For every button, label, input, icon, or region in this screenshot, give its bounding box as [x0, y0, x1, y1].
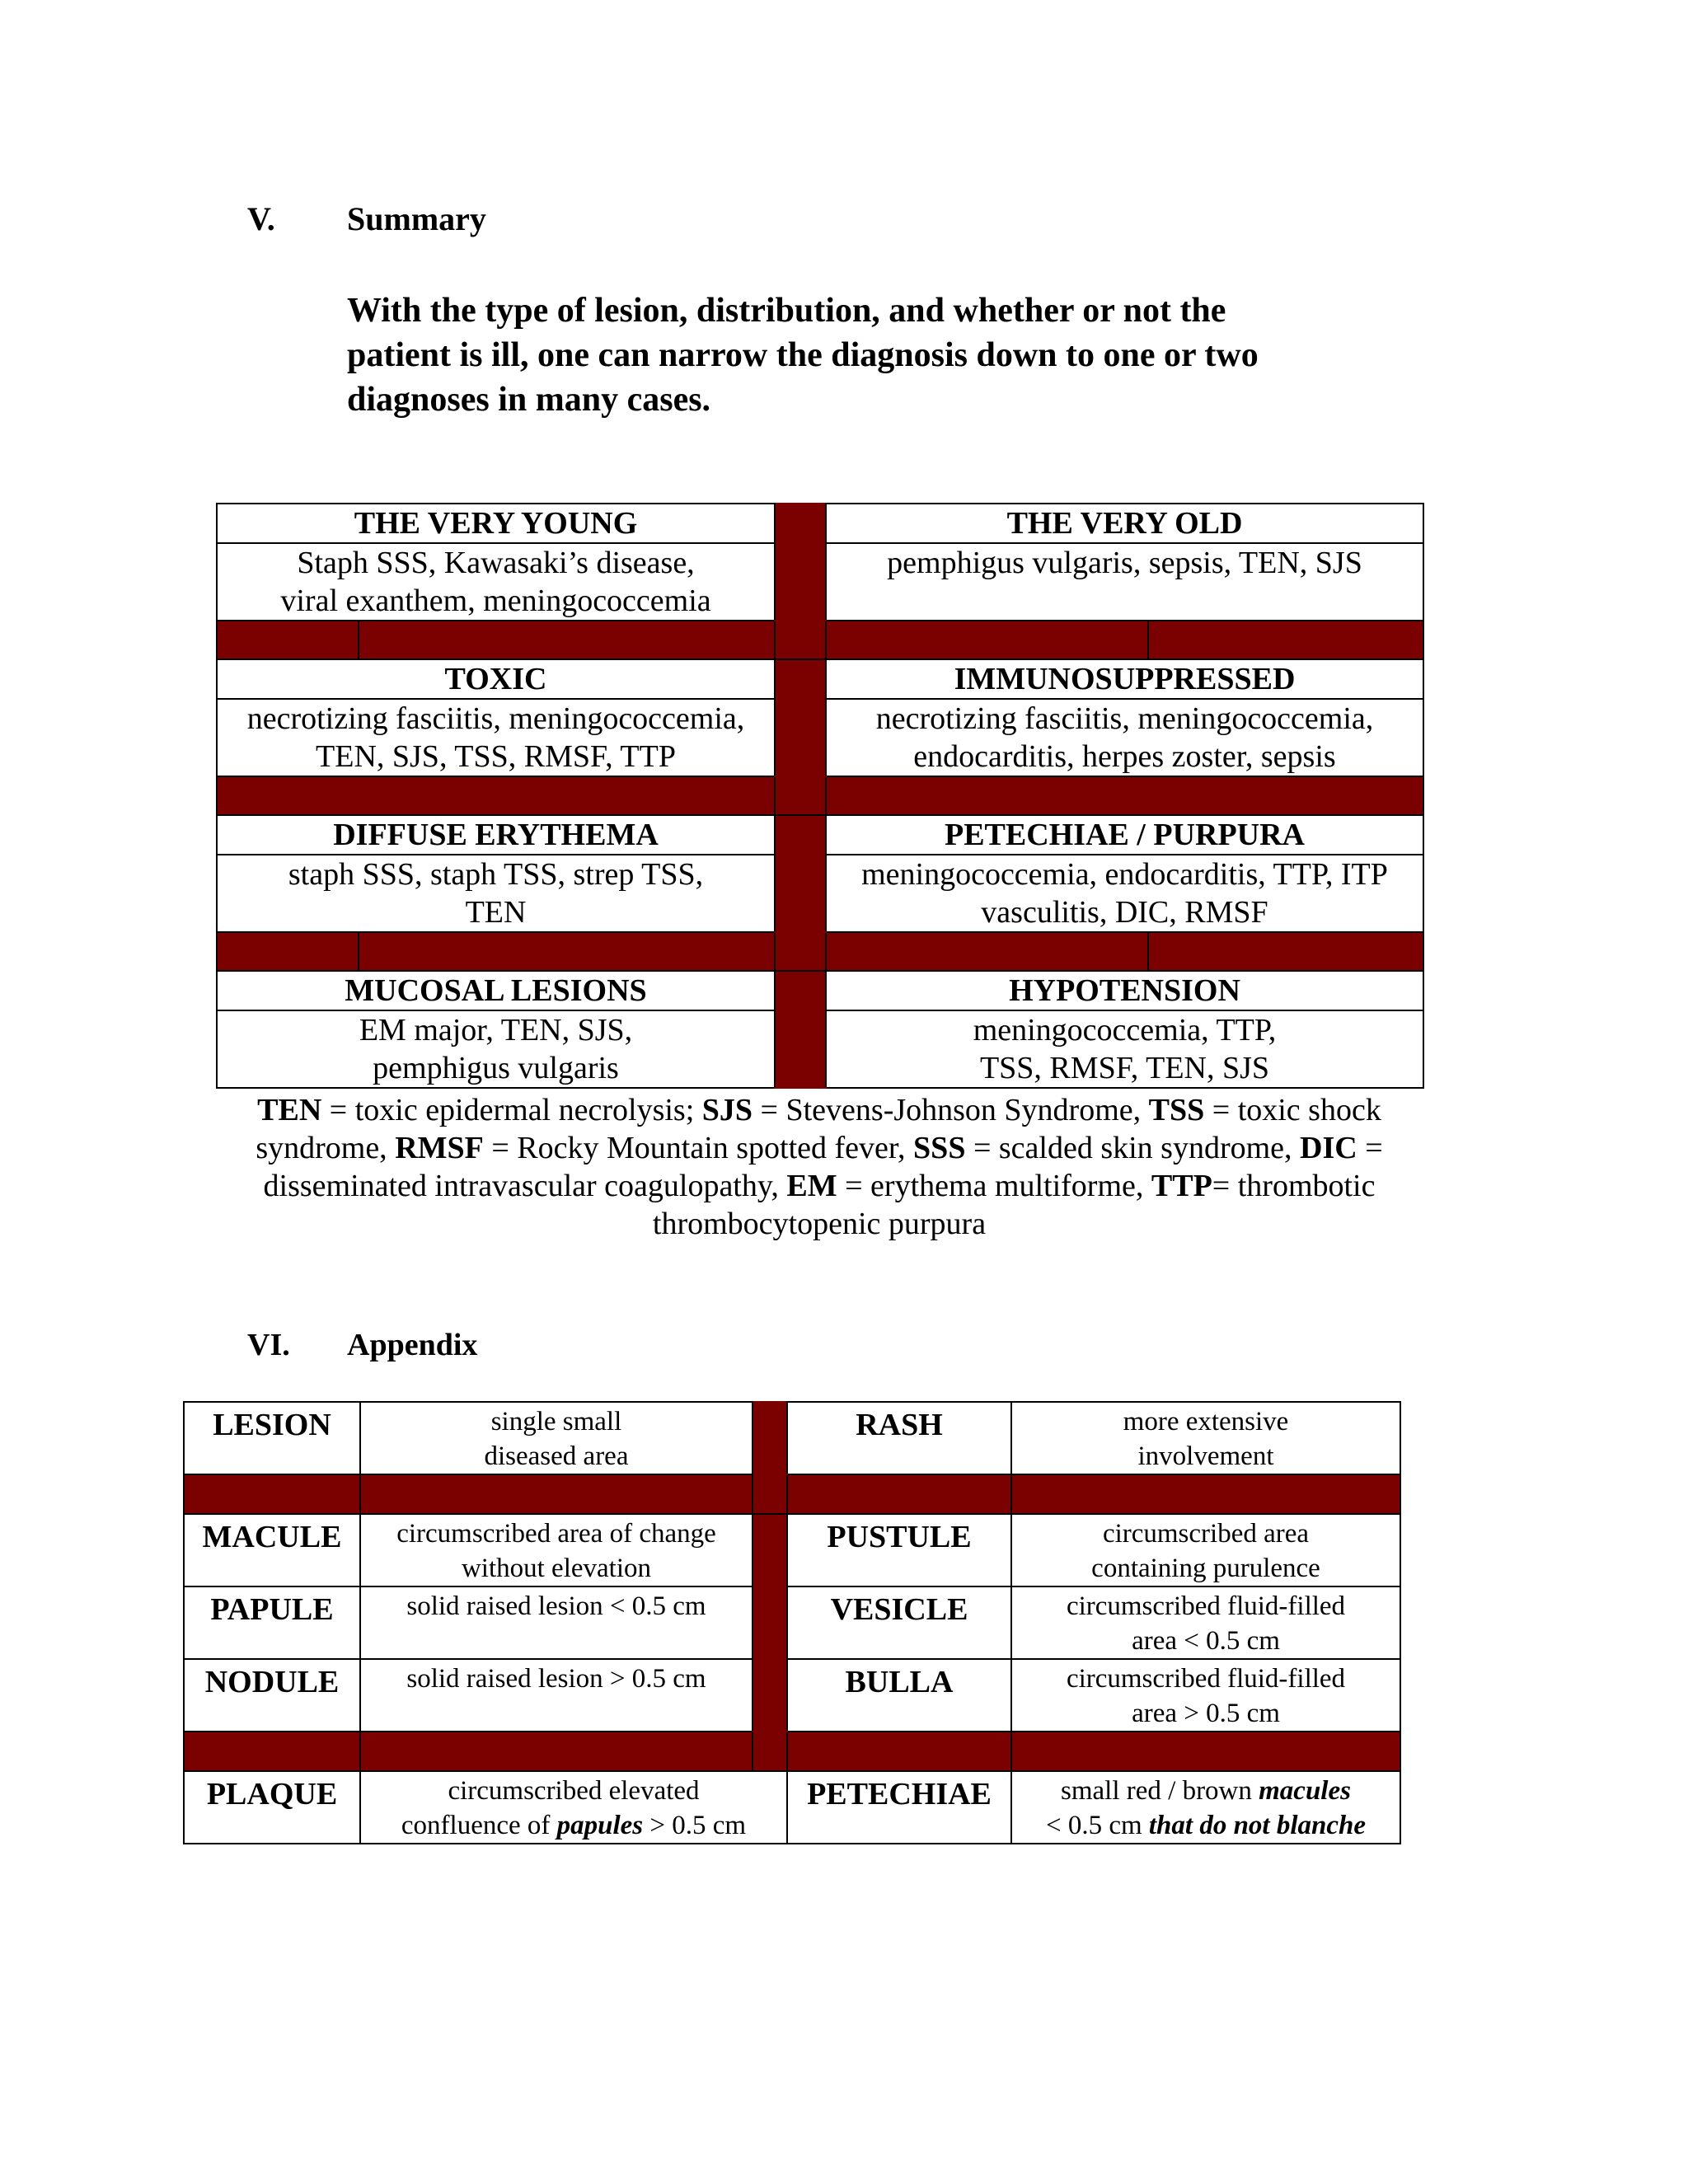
def-line	[361, 1808, 786, 1843]
divider-cell	[753, 1514, 787, 1732]
section-number: V.	[247, 200, 275, 237]
definition-cell	[1011, 1659, 1400, 1732]
section-title: Summary	[347, 200, 486, 237]
separator-row	[184, 1474, 1400, 1514]
divider-cell	[775, 659, 826, 776]
category-header: MUCOSAL LESIONS	[217, 971, 775, 1010]
def-line: solid raised lesion > 0.5 cm	[406, 1664, 706, 1694]
def-line	[1012, 1774, 1400, 1808]
def-line: circumscribed fluid-filled	[1066, 1664, 1346, 1694]
def-line: single small	[490, 1407, 622, 1436]
abbr-term: TEN	[257, 1093, 322, 1127]
category-body	[217, 1010, 775, 1088]
body-line: vasculitis, DIC, RMSF	[981, 895, 1268, 930]
summary-intro	[347, 288, 1501, 422]
body-line: viral exanthem, meningococcemia	[280, 583, 711, 618]
def-emphasis: macules	[1259, 1776, 1351, 1806]
term-cell: RASH	[787, 1402, 1011, 1474]
intro-line: diagnoses in many cases.	[347, 381, 711, 419]
category-header: THE VERY YOUNG	[217, 504, 775, 543]
abbreviation-legend	[216, 1091, 1423, 1243]
body-line: endocarditis, herpes zoster, sepsis	[913, 739, 1336, 774]
abbr-def: = erythema multiforme,	[837, 1169, 1151, 1203]
def-line: area < 0.5 cm	[1132, 1626, 1280, 1656]
body-line: pemphigus vulgaris	[373, 1051, 619, 1085]
separator-row	[217, 621, 1423, 659]
table-row	[184, 1771, 1400, 1844]
category-header: THE VERY OLD	[826, 504, 1423, 543]
definition-cell	[360, 1586, 753, 1659]
category-body	[217, 543, 775, 621]
body-line: TEN	[465, 895, 527, 930]
abbr-term: EM	[786, 1169, 837, 1203]
term-cell: VESICLE	[787, 1586, 1011, 1659]
separator-row	[217, 932, 1423, 971]
separator-row	[217, 776, 1423, 815]
divider-cell	[775, 971, 826, 1088]
separator-row	[184, 1732, 1400, 1771]
def-emphasis: that do not blanche	[1148, 1811, 1367, 1840]
intro-line: patient is ill, one can narrow the diagnosis down to one or two	[347, 336, 1259, 374]
category-header: HYPOTENSION	[826, 971, 1423, 1010]
table-row	[217, 659, 1423, 699]
abbr-def: = toxic epidermal necrolysis;	[321, 1093, 702, 1127]
abbr-def: = Rocky Mountain spotted fever,	[483, 1131, 914, 1165]
def-text: small red / brown	[1061, 1776, 1259, 1806]
definition-cell	[360, 1402, 753, 1474]
term-cell: BULLA	[787, 1659, 1011, 1732]
definition-cell	[360, 1659, 753, 1732]
def-line: diseased area	[484, 1441, 629, 1471]
category-body	[217, 699, 775, 776]
abbr-def: = scalded skin syndrome,	[965, 1131, 1301, 1165]
def-line	[1012, 1808, 1400, 1843]
def-line: involvement	[1137, 1441, 1274, 1471]
body-line: meningococcemia, TTP,	[973, 1013, 1277, 1047]
def-line: more extensive	[1123, 1407, 1289, 1436]
definition-cell	[360, 1514, 753, 1586]
abbr-term: TSS	[1148, 1093, 1205, 1127]
term-cell: PUSTULE	[787, 1514, 1011, 1586]
def-line: containing purulence	[1091, 1554, 1320, 1583]
abbr-def: = thrombotic thrombocytopenic purpura	[652, 1169, 1376, 1241]
table-row	[184, 1514, 1400, 1586]
body-line: pemphigus vulgaris, sepsis, TEN, SJS	[887, 546, 1362, 580]
body-line: necrotizing fasciitis, meningococcemia,	[875, 701, 1374, 736]
def-text: < 0.5 cm	[1045, 1811, 1149, 1840]
term-cell: MACULE	[184, 1514, 360, 1586]
term-cell: LESION	[184, 1402, 360, 1474]
category-body	[217, 855, 775, 932]
definition-cell	[1011, 1586, 1400, 1659]
table-row	[217, 504, 1423, 543]
term-cell: PETECHIAE	[787, 1771, 1011, 1844]
def-line: area > 0.5 cm	[1132, 1699, 1280, 1728]
section-number: VI.	[247, 1328, 290, 1362]
def-text: confluence of	[401, 1811, 557, 1840]
category-header: PETECHIAE / PURPURA	[826, 815, 1423, 855]
summary-table	[216, 503, 1424, 1089]
term-cell: PAPULE	[184, 1586, 360, 1659]
category-header: TOXIC	[217, 659, 775, 699]
category-header: IMMUNOSUPPRESSED	[826, 659, 1423, 699]
category-body	[826, 855, 1423, 932]
abbr-term: RMSF	[395, 1131, 484, 1165]
abbr-def: = disseminated intravascular coagulopathy,	[263, 1131, 1383, 1203]
term-cell: NODULE	[184, 1659, 360, 1732]
def-line: circumscribed area of change	[396, 1519, 716, 1549]
divider-cell	[753, 1402, 787, 1474]
category-body	[826, 543, 1423, 621]
definition-cell	[1011, 1514, 1400, 1586]
body-line: meningococcemia, endocarditis, TTP, ITP	[861, 857, 1388, 892]
body-line: staph SSS, staph TSS, strep TSS,	[288, 857, 704, 892]
def-line: circumscribed area	[1102, 1519, 1310, 1549]
def-line: circumscribed elevated	[448, 1776, 700, 1806]
body-line: TSS, RMSF, TEN, SJS	[979, 1051, 1270, 1085]
table-row	[217, 815, 1423, 855]
divider-cell	[775, 815, 826, 932]
def-line: circumscribed fluid-filled	[1066, 1591, 1346, 1621]
body-line: necrotizing fasciitis, meningococcemia,	[246, 701, 745, 736]
abbr-term: SSS	[913, 1131, 966, 1165]
abbr-def: = Stevens-Johnson Syndrome,	[753, 1093, 1149, 1127]
def-line: without elevation	[461, 1554, 652, 1583]
category-header: DIFFUSE ERYTHEMA	[217, 815, 775, 855]
definition-cell	[1011, 1771, 1400, 1844]
def-text: > 0.5 cm	[643, 1811, 747, 1840]
definition-cell	[360, 1771, 787, 1844]
term-cell: PLAQUE	[184, 1771, 360, 1844]
category-body	[826, 1010, 1423, 1088]
body-line: TEN, SJS, TSS, RMSF, TTP	[316, 739, 676, 774]
abbr-def: = toxic shock syndrome,	[256, 1093, 1381, 1165]
section-title: Appendix	[347, 1328, 478, 1362]
def-emphasis: papules	[556, 1811, 644, 1840]
category-body	[826, 699, 1423, 776]
definition-cell	[1011, 1402, 1400, 1474]
appendix-table	[183, 1401, 1401, 1844]
intro-line: With the type of lesion, distribution, and whether or not the	[347, 292, 1226, 330]
table-row	[184, 1402, 1400, 1474]
divider-cell	[775, 504, 826, 621]
body-line: Staph SSS, Kawasaki’s disease,	[297, 546, 695, 580]
table-row	[184, 1586, 1400, 1659]
body-line: EM major, TEN, SJS,	[359, 1013, 633, 1047]
abbr-term: DIC	[1300, 1131, 1357, 1165]
def-line: solid raised lesion < 0.5 cm	[406, 1591, 706, 1621]
table-row	[217, 971, 1423, 1010]
abbr-term: TTP	[1151, 1169, 1212, 1203]
abbr-term: SJS	[701, 1093, 753, 1127]
table-row	[184, 1659, 1400, 1732]
